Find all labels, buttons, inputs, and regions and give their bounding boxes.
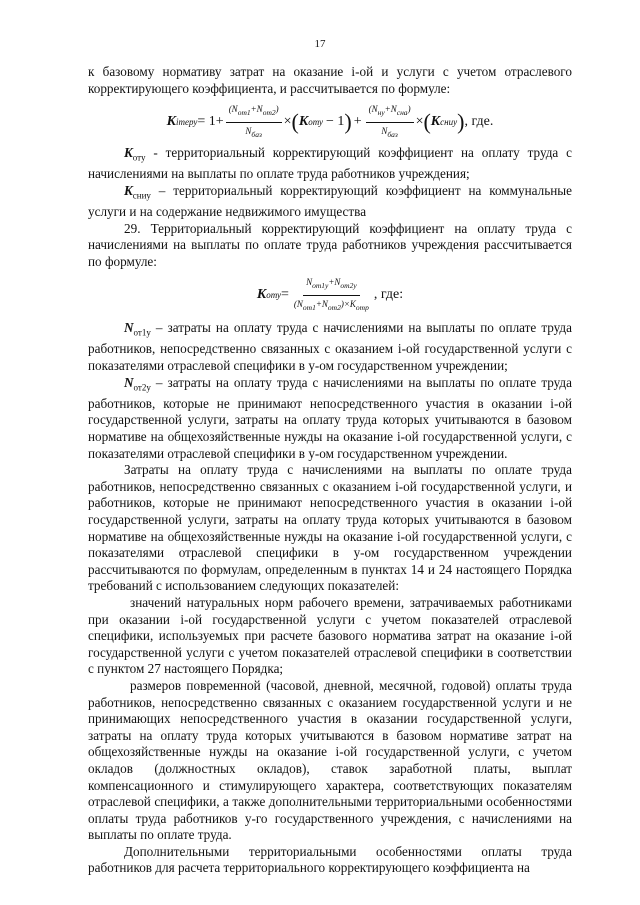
paragraph-intro: к базовому нормативу затрат на оказание i-ой и услуги с учетом отраслевого корректирующего коэффициента, и рассчитывается по формуле: <box>88 64 572 96</box>
def-text: – территориальный корректирующий коэффициент на коммунальные услуги и на содержание недвижимого имущества <box>88 182 572 220</box>
formula-fraction <box>366 101 414 143</box>
def-symbol: N <box>124 374 134 390</box>
formula-term: (N <box>293 298 303 309</box>
formula-where: , где: <box>373 287 404 302</box>
formula-sub: от2 <box>327 302 341 312</box>
formula-sub: ну <box>377 107 385 117</box>
definition-n-ot1 <box>88 320 572 374</box>
formula-teru <box>88 101 572 143</box>
def-text: - территориальный корректирующий коэффициент на оплату труда с начислениями на выплаты по оплате труда работников учреждения; <box>88 144 572 182</box>
formula-sub: от1 <box>302 302 316 312</box>
formula-otu <box>88 274 572 316</box>
def-symbol: K <box>124 144 133 160</box>
formula-operator: + <box>353 113 362 129</box>
definition-k-sniu <box>88 183 572 221</box>
formula-where: , где. <box>464 113 494 129</box>
def-symbol: K <box>124 182 133 198</box>
formula-sub: баз <box>251 129 262 139</box>
formula-term: (N <box>228 104 238 115</box>
formula-operator: = 1+ <box>197 113 224 129</box>
page-number: 17 <box>314 38 326 50</box>
formula-term: − 1 <box>325 113 345 129</box>
formula-term: +N <box>328 277 341 288</box>
formula-sub: теру <box>178 116 198 127</box>
document-body <box>88 64 572 877</box>
formula-sup: i <box>176 116 179 127</box>
formula-sub: оту <box>308 116 323 127</box>
formula-sub: от2 <box>262 107 276 117</box>
formula-symbol: K <box>256 287 267 302</box>
formula-term: ) <box>275 104 279 115</box>
formula-term: +N <box>315 298 328 309</box>
formula-term: +N <box>250 104 263 115</box>
formula-sub: баз <box>387 129 398 139</box>
paragraph-costs: Затраты на оплату труда с начислениями на выплаты по оплате труда работников, непосредственно связанных с оказанием i-ой государственной услуги, и работников, которые не принимают непосредственного участия в оказании i-ой государственной услуги, затраты на оплату труда которых учитываются в базовом нормативе на общехозяйственные нужды на оказание i-ой государственной услуги, с показателями отраслевой специфики в у-ом государственном учреждении рассчитываются по формулам, определенным в пунктах 14 и 24 настоящего Порядка требований с использованием следующих показателей: <box>88 462 572 594</box>
formula-symbol: K <box>430 113 441 129</box>
definition-n-ot2 <box>88 375 572 463</box>
paren-close: ) <box>344 109 352 135</box>
formula-sub: оту <box>266 290 281 300</box>
formula-fraction <box>226 101 282 143</box>
formula-sub: от1 <box>237 107 251 117</box>
formula-term: (N <box>368 104 378 115</box>
def-text: – затраты на оплату труда с начислениями на выплаты по оплате труда работников, непосредственно связанных с оказанием i-ой государственной услуги с показателями отраслевой специфики в у-ом государственном учреждении; <box>88 320 572 374</box>
formula-sub: отр <box>355 302 369 312</box>
def-sub: от1у <box>133 327 151 338</box>
def-sub: сниу <box>132 190 151 201</box>
formula-fraction <box>291 274 372 316</box>
paragraph-values: значений натуральных норм рабочего времени, затрачиваемых работниками при оказании i-ой государственной услуги с учетом показателей отраслевой специфики, используемых при расчете базового норматива затрат на оказание i-ой государственной услуги с учетом показателей отраслевой специфики в соответствии с пунктом 27 настоящего Порядка; <box>88 594 572 677</box>
formula-sub: сна <box>396 107 408 117</box>
formula-term: ) <box>407 104 411 115</box>
def-sub: от2у <box>133 382 151 393</box>
formula-symbol: K <box>298 113 309 129</box>
formula-symbol: K <box>166 113 176 129</box>
paragraph-sizes: размеров повременной (часовой, дневной, месячной, годовой) оплаты труда работников, непосредственно связанных с оказанием государственной услуги и не принимающих непосредственного участия в оказании государственной услуги, затраты на оплату труда которых учитываются в базовом нормативе затрат на общехозяйственные нужды на оказание i-ой государственной услуги, с учетом окладов (должностных окладов), ставок заработной платы, выплат компенсационного и стимулирующего характера, соответствующих показателям отраслевой специфики, а также дополнительными территориальными особенностями оплаты труда работников у-го государственного учреждения, с начислениями на выплаты по оплате труда. <box>88 677 572 843</box>
definition-k-otu <box>88 145 572 183</box>
formula-sub: сниу <box>440 116 458 127</box>
formula-term: N <box>306 277 313 288</box>
formula-term: N <box>381 125 388 136</box>
def-symbol: N <box>124 320 134 336</box>
formula-operator: = <box>281 287 289 302</box>
formula-operator: × <box>283 113 292 129</box>
def-sub: оту <box>132 152 146 163</box>
paren-open: ( <box>291 109 299 135</box>
formula-term: )×K <box>340 298 356 309</box>
formula-sub: от1у <box>312 281 329 291</box>
formula-term: N <box>245 125 252 136</box>
paragraph-29: 29. Территориальный корректирующий коэффициент на оплату труда с начислениями на выплаты по оплате труда работников учреждения рассчитывается по формуле: <box>88 220 572 269</box>
def-text: – затраты на оплату труда с начислениями на выплаты по оплате труда работников, которые не принимают непосредственного участия в оказании i-ой государственной услуги, затраты на оплату труда которых учитываются в базовом нормативе на общехозяйственные нужды на оказание i-ой государственной услуги, с показателями отраслевой специфики в у-ом государственном учреждении. <box>88 374 572 461</box>
paragraph-last: Дополнительными территориальными особенностями оплаты труда работников для расчета территориального корректирующего коэффициента на <box>88 843 572 876</box>
formula-operator: × <box>415 113 424 129</box>
formula-sub: от2у <box>340 281 357 291</box>
paren-open: ( <box>423 109 431 135</box>
paren-close: ) <box>457 109 465 135</box>
formula-term: +N <box>384 104 397 115</box>
